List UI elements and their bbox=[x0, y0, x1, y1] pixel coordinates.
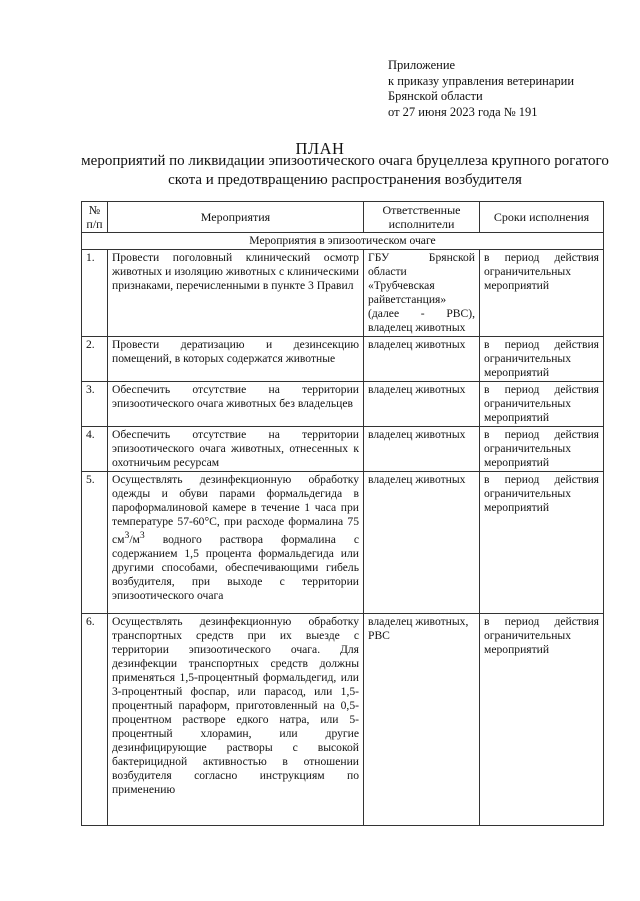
appendix-line: к приказу управления ветеринарии bbox=[388, 73, 575, 88]
row-responsible: владелец животных bbox=[364, 427, 480, 472]
row-period: в период действия ограничительных мероприятий bbox=[480, 614, 604, 826]
row-responsible: владелец животных bbox=[364, 382, 480, 427]
row-responsible: владелец животных, РВС bbox=[364, 614, 480, 826]
header-action: Мероприятия bbox=[108, 202, 364, 233]
row-period: в период действия ограничительных мероприятий bbox=[480, 382, 604, 427]
table-row bbox=[82, 382, 604, 427]
document-title: ПЛАН bbox=[295, 139, 345, 158]
row-num: 3. bbox=[82, 382, 108, 427]
appendix-date: от 27 июня 2023 года № 191 bbox=[388, 104, 538, 119]
table-row bbox=[82, 614, 604, 826]
table-header-row bbox=[82, 202, 604, 233]
row-num: 1. bbox=[82, 250, 108, 337]
appendix-line: Брянской области bbox=[388, 89, 483, 103]
row-action: Провести дератизацию и дезинсекцию помещений, в которых содержатся животные bbox=[108, 337, 364, 382]
row-action: Обеспечить отсутствие на территории эпизоотического очага животных, отнесенных к охотничьим ресурсам bbox=[108, 427, 364, 472]
row-period: в период действия ограничительных мероприятий bbox=[480, 250, 604, 337]
row-action: Осуществлять дезинфекционную обработку одежды и обуви парами формальдегида в пароформалиновой камере в течение 1 часа при температуре 57-60°C, при расходе формалина 75 $см^3/м^3$ водного раствора формалина с содержанием 1,5 процента формальдегида или другими способами, обеспечивающими гибель возбудителя, при выходе с территории эпизоотического очага bbox=[108, 472, 364, 614]
table-row bbox=[82, 472, 604, 614]
row-action: Обеспечить отсутствие на территории эпизоотического очага животных без владельцев bbox=[108, 382, 364, 427]
appendix-line: Приложение bbox=[388, 58, 456, 72]
row-num: 5. bbox=[82, 472, 108, 614]
row-responsible: владелец животных bbox=[364, 472, 480, 614]
header-period: Сроки исполнения bbox=[480, 202, 604, 233]
row-responsible: ГБУ Брянской области «Трубчевская райветстанция» (далее - РВС), владелец животных bbox=[364, 250, 480, 337]
plan-table bbox=[81, 201, 604, 826]
document-subtitle: мероприятий по ликвидации эпизоотического очага бруцеллеза крупного рогатого скота и предотвращению распространения возбудителя bbox=[81, 153, 609, 188]
table-row bbox=[82, 337, 604, 382]
row-responsible: владелец животных bbox=[364, 337, 480, 382]
header-num: № п/п bbox=[82, 202, 108, 233]
header-responsible: Ответственные исполнители bbox=[364, 202, 480, 233]
row-period: в период действия ограничительных мероприятий bbox=[480, 337, 604, 382]
row-num: 2. bbox=[82, 337, 108, 382]
row-num: 6. bbox=[82, 614, 108, 826]
row-period: в период действия ограничительных мероприятий bbox=[480, 427, 604, 472]
row-num: 4. bbox=[82, 427, 108, 472]
row-period: в период действия ограничительных мероприятий bbox=[480, 472, 604, 614]
table-row bbox=[82, 250, 604, 337]
appendix-block bbox=[388, 58, 574, 120]
row-action: Провести поголовный клинический осмотр животных и изоляцию животных с клиническими признаками, перечисленными в пункте 3 Правил bbox=[108, 250, 364, 337]
row-action: Осуществлять дезинфекционную обработку транспортных средств при их выезде с территории эпизоотического очага. Для дезинфекции транспортных средств должны применяться 1,5-процентный формальдегид, или 3-процентный фоспар, или парасод, или 1,5-процентный параформ, приготовленный на 0,5-процентном растворе едкого натра, или 5-процентный хлорамин, или другие дезинфицирующие растворы с высокой бактерицидной активностью в отношении возбудителя согласно инструкциям по применению bbox=[108, 614, 364, 826]
section-row bbox=[82, 233, 604, 250]
section-title: Мероприятия в эпизоотическом очаге bbox=[82, 233, 604, 250]
table-row bbox=[82, 427, 604, 472]
